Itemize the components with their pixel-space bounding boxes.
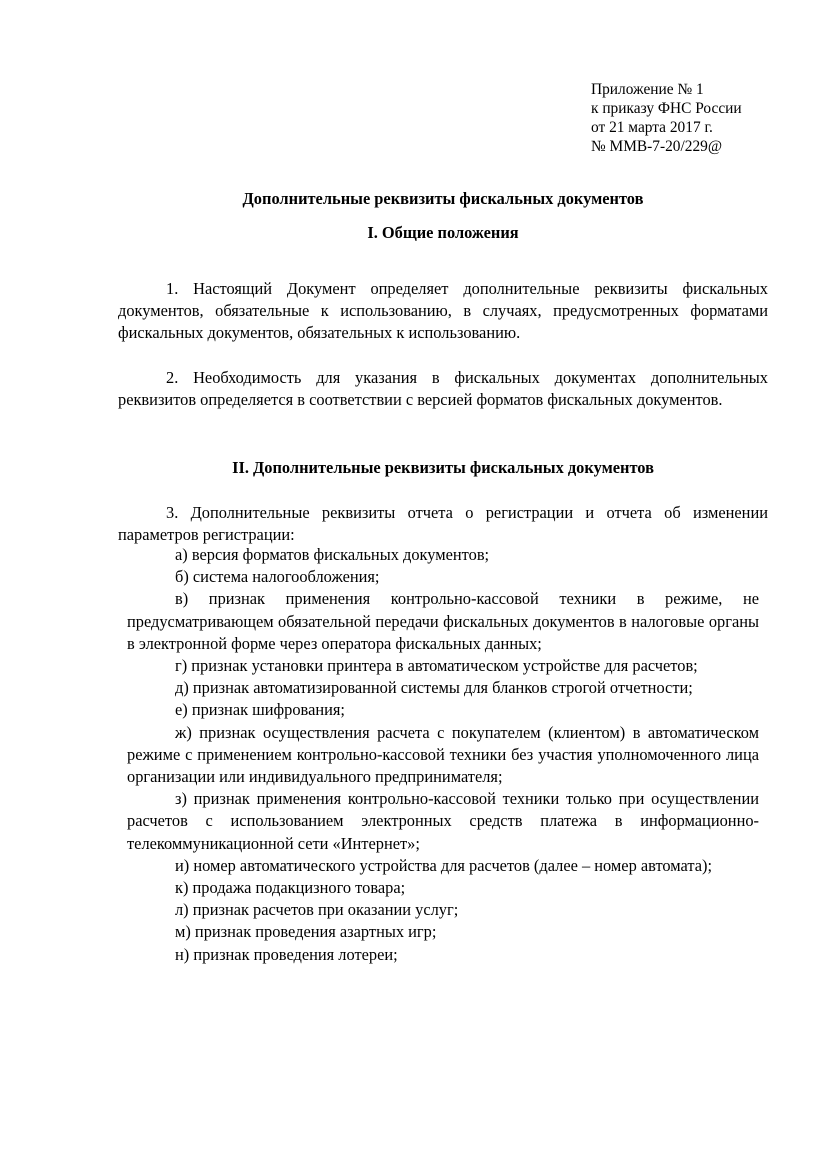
list-item: д) признак автоматизированной системы для бланков строгой отчетности; bbox=[175, 678, 693, 698]
section-1-heading: I. Общие положения bbox=[367, 223, 519, 242]
appendix-line-1: Приложение № 1 bbox=[591, 81, 704, 98]
list-item: н) признак проведения лотереи; bbox=[175, 944, 398, 964]
appendix-line-3: от 21 марта 2017 г. bbox=[591, 119, 713, 136]
list-item: к) продажа подакцизного товара; bbox=[175, 878, 406, 898]
list-item: л) признак расчетов при оказании услуг; bbox=[175, 900, 459, 920]
paragraph-3: 3. Дополнительные реквизиты отчета о регистрации и отчета об изменении параметров регистрации: bbox=[118, 503, 768, 545]
appendix-header bbox=[591, 80, 811, 156]
appendix-line-2: к приказу ФНС России bbox=[591, 100, 742, 117]
list-item: е) признак шифрования; bbox=[175, 700, 345, 720]
list-item: г) признак установки принтера в автоматическом устройстве для расчетов; bbox=[175, 656, 698, 676]
list-item: ж) признак осуществления расчета с покупателем (клиентом) в автоматическом режиме с применением контрольно-кассовой техники без участия уполномоченного лица организации или индивидуального предпринимателя; bbox=[127, 722, 759, 787]
appendix-line-4: № ММВ-7-20/229@ bbox=[591, 138, 723, 155]
paragraph-2: 2. Необходимость для указания в фискальных документах дополнительных реквизитов определяется в соответствии с версией форматов фискальных документов. bbox=[118, 368, 768, 410]
list-item: б) система налогообложения; bbox=[175, 567, 380, 587]
section-2-heading: II. Дополнительные реквизиты фискальных документов bbox=[232, 458, 654, 477]
paragraph-1: 1. Настоящий Документ определяет дополнительные реквизиты фискальных документов, обязательные к использованию, в случаях, предусмотренных форматами фискальных документов, обязательных к использованию. bbox=[118, 279, 768, 343]
list-item: а) версия форматов фискальных документов; bbox=[175, 545, 490, 564]
list-item: з) признак применения контрольно-кассовой техники только при осуществлении расчетов с использованием электронных средств платежа в информационно-телекоммуникационной сети «Интернет»; bbox=[127, 789, 759, 853]
list-item: в) признак применения контрольно-кассовой техники в режиме, не предусматривающем обязательной передачи фискальных документов в налоговые органы в электронной форме через оператора фискальных данных; bbox=[127, 589, 759, 653]
list-item: м) признак проведения азартных игр; bbox=[175, 922, 437, 942]
list-item: и) номер автоматического устройства для расчетов (далее – номер автомата); bbox=[175, 855, 713, 875]
requisites-list bbox=[127, 544, 759, 966]
document-title: Дополнительные реквизиты фискальных документов bbox=[242, 189, 644, 208]
